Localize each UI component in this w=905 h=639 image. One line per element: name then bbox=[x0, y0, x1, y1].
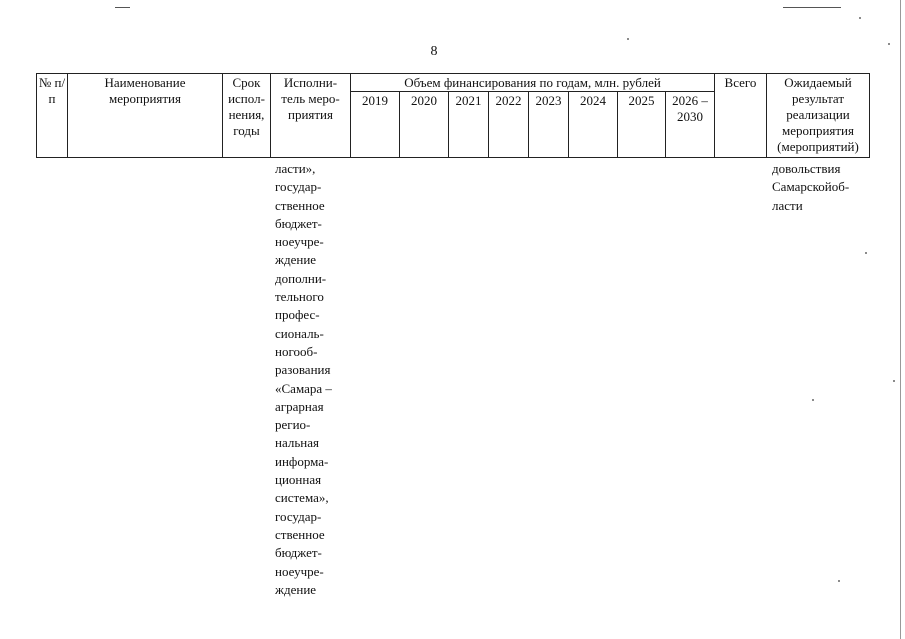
expected-result-column-text bbox=[772, 160, 876, 215]
text-line: нальная bbox=[275, 435, 319, 451]
text-line: ционная bbox=[275, 472, 322, 488]
text-line: аграрная bbox=[275, 398, 324, 414]
text-line: государ- bbox=[275, 179, 322, 195]
text-line: ноеучре- bbox=[275, 563, 324, 579]
scan-border-right bbox=[900, 0, 901, 639]
text-line: ноеучре- bbox=[275, 234, 324, 250]
text-line: регио- bbox=[275, 417, 311, 433]
header-year: 2021 bbox=[449, 92, 489, 158]
text-line: бюджет- bbox=[275, 545, 322, 561]
text-line: Самарскойоб- bbox=[772, 179, 850, 195]
scan-speck bbox=[838, 580, 840, 582]
text-line: ласти bbox=[772, 197, 803, 213]
text-line: ственное bbox=[275, 526, 325, 542]
text-line: ждение bbox=[275, 252, 317, 268]
text-line: тельного bbox=[275, 289, 324, 305]
text-line: информа- bbox=[275, 453, 329, 469]
scan-speck bbox=[893, 380, 895, 382]
executor-column-text bbox=[275, 160, 345, 599]
header-name: Наименование мероприятия bbox=[68, 74, 223, 158]
scan-speck bbox=[627, 38, 629, 40]
scan-speck bbox=[888, 43, 890, 45]
text-line: профес- bbox=[275, 307, 320, 323]
text-line: ждение bbox=[275, 581, 317, 597]
text-line: разования bbox=[275, 362, 331, 378]
text-line: ногооб- bbox=[275, 343, 318, 359]
header-year: 2019 bbox=[351, 92, 400, 158]
text-line: дополни- bbox=[275, 270, 327, 286]
financing-table-header bbox=[36, 73, 870, 158]
text-line: система», bbox=[275, 490, 329, 506]
scan-mark-top-left bbox=[115, 7, 130, 8]
scan-speck bbox=[865, 252, 867, 254]
header-year: 2022 bbox=[489, 92, 529, 158]
header-year: 2023 bbox=[529, 92, 569, 158]
header-year: 2020 bbox=[400, 92, 449, 158]
header-year: 2024 bbox=[569, 92, 618, 158]
header-year: 2026 – 2030 bbox=[666, 92, 715, 158]
text-line: довольствия bbox=[772, 161, 841, 176]
scan-mark-top-right bbox=[783, 7, 841, 8]
text-line: государ- bbox=[275, 508, 322, 524]
header-executor: Исполни-тель меро-приятия bbox=[271, 74, 351, 158]
scan-speck bbox=[812, 399, 814, 401]
text-line: ласти», bbox=[275, 161, 316, 176]
header-year: 2025 bbox=[618, 92, 666, 158]
text-line: ственное bbox=[275, 197, 325, 213]
page-number: 8 bbox=[430, 44, 438, 59]
header-num: № п/п bbox=[37, 74, 68, 158]
header-total: Всего bbox=[715, 74, 767, 158]
text-line: сиональ- bbox=[275, 325, 324, 341]
text-line: бюджет- bbox=[275, 215, 322, 231]
text-line: «Самара – bbox=[275, 380, 332, 396]
header-funding-title: Объем финансирования по годам, млн. рублей bbox=[351, 74, 715, 92]
header-expected-result: Ожидаемый результат реализации мероприятия (мероприятий) bbox=[767, 74, 870, 158]
header-term: Срок испол-нения, годы bbox=[223, 74, 271, 158]
scan-speck bbox=[859, 17, 861, 19]
